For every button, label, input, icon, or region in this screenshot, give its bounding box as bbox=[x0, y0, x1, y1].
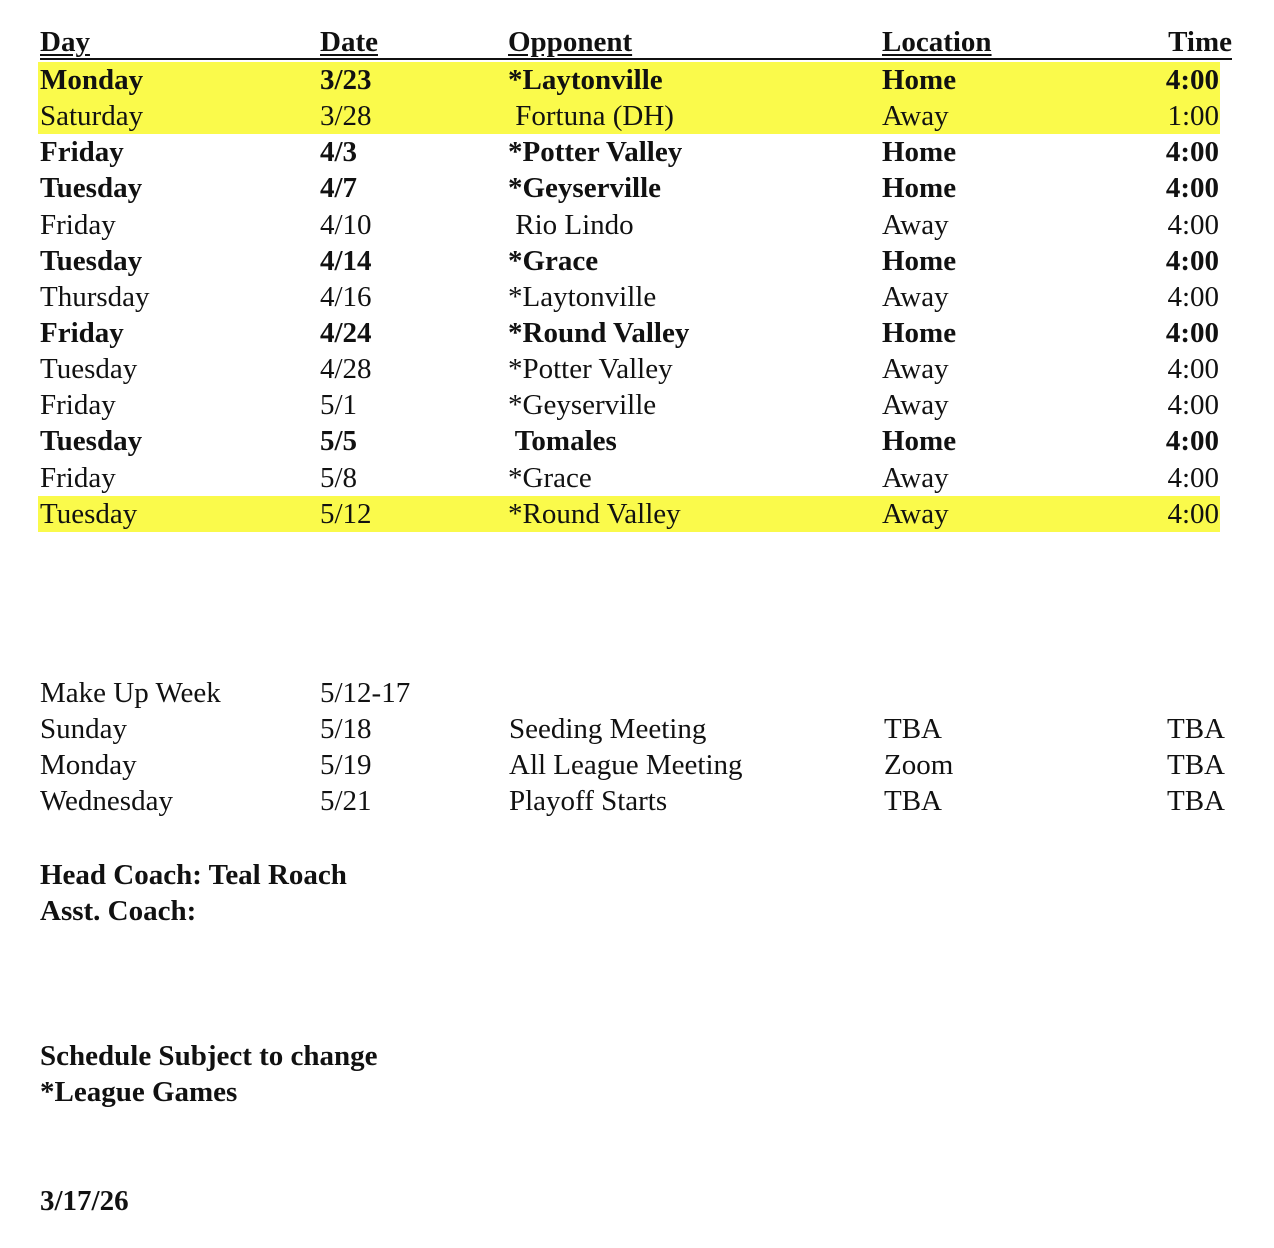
game-date: 5/1 bbox=[320, 389, 358, 422]
table-row bbox=[38, 279, 1220, 315]
game-date: 3/28 bbox=[320, 100, 372, 133]
game-opponent: Fortuna (DH) bbox=[508, 100, 674, 133]
game-day: Friday bbox=[40, 389, 116, 422]
game-day: Friday bbox=[40, 208, 116, 241]
game-day: Tuesday bbox=[40, 497, 138, 530]
game-time: 4:00 bbox=[1165, 425, 1219, 458]
game-time: 4:00 bbox=[1165, 244, 1219, 277]
game-opponent: *Grace bbox=[508, 244, 599, 277]
table-row bbox=[38, 423, 1220, 459]
header-day: Day bbox=[40, 26, 90, 58]
event-day: Make Up Week bbox=[40, 677, 221, 709]
game-opponent: *Grace bbox=[508, 461, 592, 494]
table-row bbox=[38, 496, 1220, 532]
game-opponent: Tomales bbox=[508, 425, 617, 458]
postseason-events bbox=[38, 676, 1228, 820]
game-opponent: *Potter Valley bbox=[508, 136, 683, 169]
event-day: Wednesday bbox=[40, 785, 173, 817]
game-location: Away bbox=[882, 497, 949, 530]
header-date: Date bbox=[320, 26, 378, 58]
game-location: Away bbox=[882, 208, 949, 241]
event-date: 5/18 bbox=[320, 713, 372, 745]
table-row bbox=[38, 351, 1220, 387]
event-name: All League Meeting bbox=[509, 749, 743, 781]
game-time: 1:00 bbox=[1167, 100, 1219, 133]
game-day: Tuesday bbox=[40, 425, 143, 458]
game-date: 4/7 bbox=[320, 172, 358, 205]
game-time: 4:00 bbox=[1165, 316, 1219, 349]
table-row bbox=[38, 98, 1220, 134]
game-opponent: *Geyserville bbox=[508, 172, 662, 205]
event-row bbox=[38, 712, 1228, 748]
game-date: 4/10 bbox=[320, 208, 372, 241]
game-day: Friday bbox=[40, 316, 124, 349]
event-time: TBA bbox=[1167, 785, 1225, 817]
game-time: 4:00 bbox=[1165, 64, 1219, 96]
event-time: TBA bbox=[1167, 749, 1225, 781]
table-row bbox=[38, 134, 1220, 170]
game-time: 4:00 bbox=[1167, 353, 1219, 386]
game-day: Tuesday bbox=[40, 172, 143, 205]
game-location: Home bbox=[882, 316, 957, 349]
header-location: Location bbox=[882, 26, 992, 58]
event-time: TBA bbox=[1167, 713, 1225, 745]
league-games-note: *League Games bbox=[40, 1076, 238, 1108]
head-coach: Head Coach: Teal Roach bbox=[40, 859, 347, 891]
header-time: Time bbox=[1168, 26, 1232, 58]
game-location: Home bbox=[882, 425, 957, 458]
header-opponent: Opponent bbox=[508, 26, 633, 58]
game-time: 4:00 bbox=[1165, 172, 1219, 205]
assistant-coach: Asst. Coach: bbox=[40, 895, 197, 927]
game-opponent: *Laytonville bbox=[508, 64, 663, 96]
game-location: Away bbox=[882, 389, 949, 422]
game-schedule-table bbox=[38, 62, 1220, 532]
game-day: Friday bbox=[40, 136, 124, 169]
table-row bbox=[38, 460, 1220, 496]
schedule-change-note: Schedule Subject to change bbox=[40, 1040, 378, 1072]
table-row bbox=[38, 315, 1220, 351]
game-location: Away bbox=[882, 100, 949, 133]
event-name: Playoff Starts bbox=[509, 785, 668, 817]
game-time: 4:00 bbox=[1167, 208, 1219, 241]
event-location: Zoom bbox=[884, 749, 954, 781]
game-date: 4/14 bbox=[320, 244, 372, 277]
game-day: Thursday bbox=[40, 280, 150, 313]
event-location: TBA bbox=[884, 713, 942, 745]
game-date: 5/8 bbox=[320, 461, 358, 494]
game-location: Away bbox=[882, 280, 949, 313]
event-row bbox=[38, 676, 1228, 712]
event-row bbox=[38, 784, 1228, 820]
game-date: 4/28 bbox=[320, 353, 372, 386]
table-row bbox=[38, 62, 1220, 98]
event-day: Monday bbox=[40, 749, 137, 781]
game-date: 4/16 bbox=[320, 280, 372, 313]
game-day: Tuesday bbox=[40, 244, 143, 277]
game-location: Home bbox=[882, 136, 957, 169]
game-opponent: Rio Lindo bbox=[508, 208, 634, 241]
event-date: 5/19 bbox=[320, 749, 372, 781]
game-time: 4:00 bbox=[1167, 497, 1219, 530]
game-date: 5/5 bbox=[320, 425, 358, 458]
game-date: 4/24 bbox=[320, 316, 372, 349]
table-row bbox=[38, 170, 1220, 206]
game-date: 5/12 bbox=[320, 497, 372, 530]
game-time: 4:00 bbox=[1167, 389, 1219, 422]
game-day: Monday bbox=[40, 64, 144, 96]
table-row bbox=[38, 207, 1220, 243]
game-time: 4:00 bbox=[1167, 280, 1219, 313]
table-row bbox=[38, 243, 1220, 279]
game-opponent: *Round Valley bbox=[508, 497, 681, 530]
event-day: Sunday bbox=[40, 713, 127, 745]
game-location: Home bbox=[882, 172, 957, 205]
game-location: Away bbox=[882, 353, 949, 386]
game-day: Saturday bbox=[40, 100, 144, 133]
game-day: Friday bbox=[40, 461, 116, 494]
schedule-header bbox=[40, 26, 1232, 60]
game-opponent: *Laytonville bbox=[508, 280, 657, 313]
event-date: 5/21 bbox=[320, 785, 372, 817]
game-opponent: *Round Valley bbox=[508, 316, 690, 349]
table-row bbox=[38, 387, 1220, 423]
game-date: 3/23 bbox=[320, 64, 372, 96]
event-date: 5/12-17 bbox=[320, 677, 411, 709]
game-opponent: *Potter Valley bbox=[508, 353, 673, 386]
event-location: TBA bbox=[884, 785, 942, 817]
game-time: 4:00 bbox=[1165, 136, 1219, 169]
game-day: Tuesday bbox=[40, 353, 138, 386]
game-location: Away bbox=[882, 461, 949, 494]
revision-date: 3/17/26 bbox=[40, 1185, 129, 1217]
event-name: Seeding Meeting bbox=[509, 713, 707, 745]
event-row bbox=[38, 748, 1228, 784]
game-date: 4/3 bbox=[320, 136, 358, 169]
game-location: Home bbox=[882, 244, 957, 277]
game-time: 4:00 bbox=[1167, 461, 1219, 494]
game-location: Home bbox=[882, 64, 957, 96]
header-rule bbox=[40, 58, 1232, 60]
game-opponent: *Geyserville bbox=[508, 389, 657, 422]
